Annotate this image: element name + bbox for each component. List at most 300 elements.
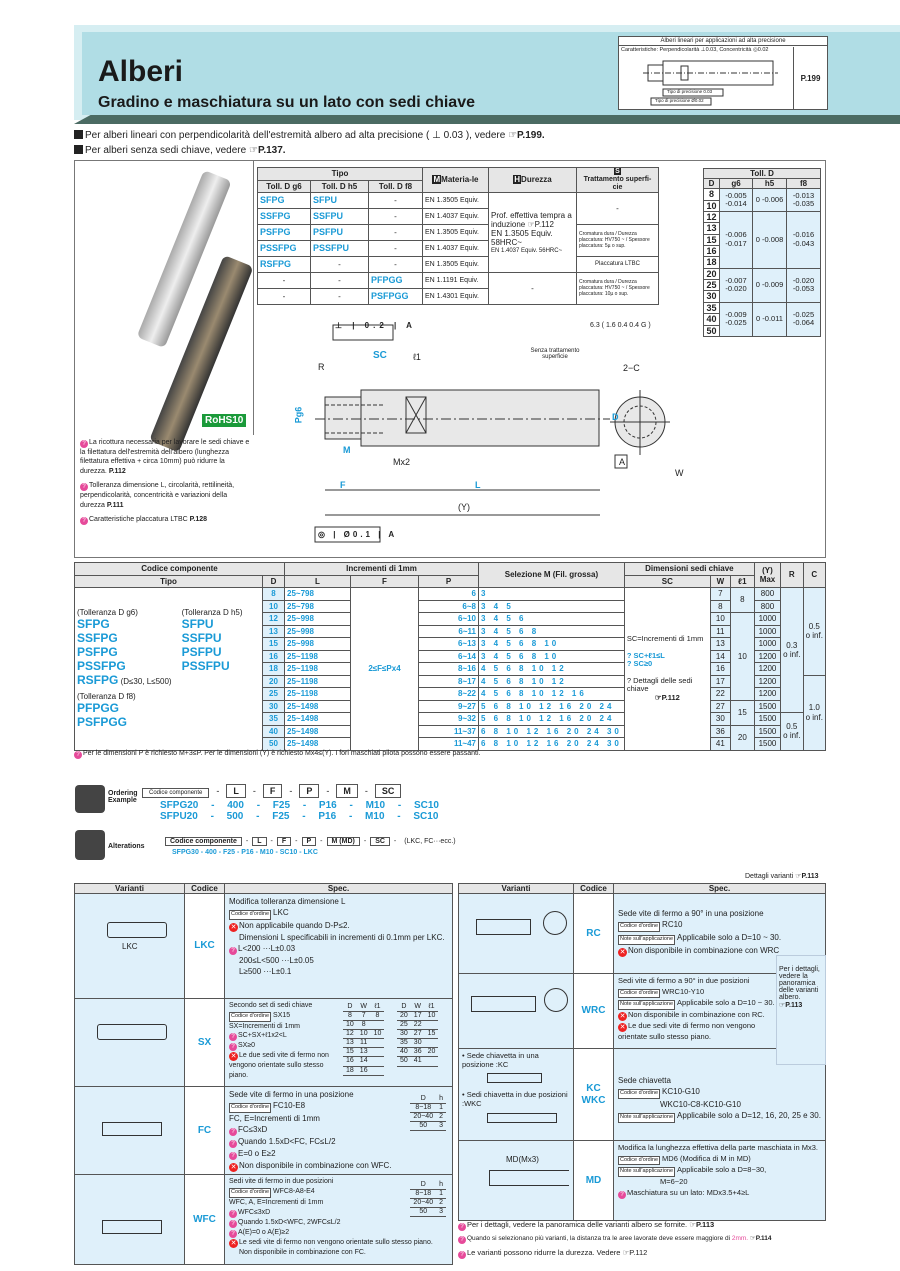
alterations-label: Alterations <box>108 843 145 850</box>
mini-cell: 11 <box>357 1039 371 1048</box>
tip-icon: ? <box>80 440 88 448</box>
variant-row-md[interactable] <box>459 1141 826 1221</box>
hardness-cell: - <box>489 273 577 305</box>
variant-spec: Secondo set di sedi chiave Codice d'ordine SX15 SX=Incrementi di 1mm ? SC+SX+ℓ1x2<L ? SX≥0 ✕ Le due sedi vite di fermo non vengono orientate sullo stesso piano. D W ℓ1 8 7 8 10 8 12 10 10 13 11 15 13 16 14 18 16 D W ℓ1 20 17 10 25 22 30 27 15 35 30 40 36 20 50 41 <box>225 999 453 1087</box>
mini-cell <box>371 1021 385 1030</box>
mini-cell: D <box>410 1095 436 1104</box>
l-cell: 25~798 <box>285 600 351 613</box>
th-l: L <box>285 575 351 588</box>
surface-cell: Cromatura dura / Durezza placcatura: HV750 ~ / Spessore placcatura: 10µ o sup. <box>577 273 659 305</box>
toll-row <box>704 302 821 313</box>
toll-d: 20 <box>704 268 720 279</box>
toll-d: 12 <box>704 212 720 223</box>
part-code[interactable]: PFPGG <box>77 701 120 716</box>
m-cell: 3 4 5 6 <box>479 613 625 626</box>
variant-footnote: ? Le varianti possono ridurre la durezza. Vedere ☞P.112 <box>458 1246 772 1260</box>
m-cell: 3 4 5 <box>479 600 625 613</box>
mini-cell: 3 <box>436 1208 446 1217</box>
w-cell: 11 <box>710 625 730 638</box>
toll-d: 8 <box>704 189 720 200</box>
mini-cell: 8~18 <box>410 1104 436 1113</box>
type-cell: PFPGG <box>369 273 423 289</box>
toll-d: 15 <box>704 234 720 245</box>
p-cell: 6~11 <box>419 625 479 638</box>
th-tipo: Tipo <box>258 168 423 181</box>
material-cell: EN 1.4037 Equiv. <box>423 241 489 257</box>
type-cell: PSFPU <box>311 225 369 241</box>
sx-mini-table-right <box>397 1003 438 1066</box>
th-y: (Y) Max <box>754 563 780 588</box>
variants-table-right <box>458 883 826 1221</box>
th-spec: Spec. <box>225 884 453 894</box>
w-cell: 14 <box>710 650 730 663</box>
note-ref-link[interactable]: P.199. <box>517 130 545 141</box>
toll-d: 30 <box>704 291 720 302</box>
material-cell: EN 1.3505 Equiv. <box>423 225 489 241</box>
toll-d: 16 <box>704 246 720 257</box>
part-code[interactable]: SFPU <box>181 617 214 632</box>
alteration-field: SC <box>370 837 390 846</box>
l-cell: 25~1198 <box>285 675 351 688</box>
variant-row-wrc[interactable] <box>459 974 826 1049</box>
p-cell: 6~14 <box>419 650 479 663</box>
d-cell: 50 <box>263 738 285 751</box>
mini-cell: 41 <box>411 1057 425 1066</box>
l-cell: 25~1498 <box>285 700 351 713</box>
ref-box-page[interactable]: P.199 <box>793 47 827 109</box>
l-cell: 25~1498 <box>285 738 351 751</box>
d-cell: 30 <box>263 700 285 713</box>
part-code[interactable]: SSFPU <box>181 631 222 646</box>
w-cell: 17 <box>710 675 730 688</box>
type-cell: SFPU <box>311 193 369 209</box>
l-cell: 25~1498 <box>285 713 351 726</box>
l1-cell: 15 <box>730 700 754 725</box>
variant-row-kc[interactable] <box>459 1049 826 1141</box>
part-code[interactable]: PSFPGG <box>77 715 128 730</box>
order-example: SFPG20 - 400 - F25 - P16 - M10 - SC10 <box>160 800 439 811</box>
type-row <box>258 225 659 241</box>
mini-cell: 2 <box>436 1199 446 1208</box>
y-cell: 1000 <box>754 638 780 651</box>
p-cell: 8~16 <box>419 663 479 676</box>
mini-cell <box>371 1057 385 1066</box>
variant-spec: Modifica tolleranza dimensione L Codice d'ordine LKC ✕ Non applicabile quando D-P≤2. Dimensioni L specificabili in incrementi di 0.1mm per LKC. ? L<200 ···L±0.03 200≤L<500 ···L±0.05 L≥500 ···L±0.1 <box>225 894 453 999</box>
material-cell: EN 1.1191 Equiv. <box>423 273 489 289</box>
variant-code[interactable]: SX <box>185 999 225 1087</box>
ref-link[interactable]: P.113 <box>695 1220 715 1229</box>
mini-cell: 1 <box>436 1104 446 1113</box>
type-cell: - <box>311 273 369 289</box>
type-row <box>258 273 659 289</box>
ordering-header: Codice componente - L - F - P - M - SC <box>142 784 401 798</box>
type-row <box>258 257 659 273</box>
mini-cell: 18 <box>343 1066 357 1075</box>
toll-d: 18 <box>704 257 720 268</box>
part-code[interactable]: RSFPG (D≤30, L≤500) <box>77 673 172 688</box>
variant-footnote: ? Quando si selezionano più varianti, la distanza tra le aree lavorate deve essere maggiore di 2mm. ☞P.114 <box>458 1232 772 1246</box>
mini-cell: 14 <box>357 1057 371 1066</box>
fc-mini-table <box>410 1095 446 1131</box>
p-cell: 9~27 <box>419 700 479 713</box>
technical-drawing <box>270 305 700 555</box>
mini-cell: 50 <box>410 1122 436 1131</box>
part-code[interactable]: PSFPU <box>181 645 222 660</box>
variant-code[interactable]: FC <box>185 1087 225 1175</box>
y-cell: 1200 <box>754 663 780 676</box>
variants-table-left <box>74 883 453 1265</box>
mini-cell <box>371 1048 385 1057</box>
d-cell: 35 <box>263 713 285 726</box>
w-cell: 27 <box>710 700 730 713</box>
toll-d: 10 <box>704 200 720 211</box>
w-cell: 7 <box>710 588 730 601</box>
th-f8: f8 <box>787 179 821 189</box>
mini-cell: 20 <box>425 1048 439 1057</box>
mini-cell: h <box>436 1181 446 1190</box>
d-cell: 13 <box>263 625 285 638</box>
ref-link[interactable]: P.112 <box>629 1248 648 1257</box>
product-note: ? Caratteristiche placcatura LTBC P.128 <box>80 515 252 525</box>
toll-g6: -0.006 -0.017 <box>720 212 753 269</box>
th-f8: Toll. D f8 <box>369 180 423 193</box>
th-toll: Toll. D <box>704 169 821 179</box>
variant-footnotes <box>458 1218 772 1260</box>
d-cell: 25 <box>263 688 285 701</box>
toll-row <box>704 268 821 279</box>
note-text: Per alberi senza sedi chiave, vedere <box>85 145 247 156</box>
p-cell: 8~17 <box>419 675 479 688</box>
type-cell: - <box>369 209 423 225</box>
variant-code[interactable]: LKC <box>185 894 225 999</box>
toll-d: 40 <box>704 314 720 325</box>
precision-ref-box[interactable] <box>618 36 828 110</box>
d-cell: 8 <box>263 588 285 601</box>
type-cell: PSSFPU <box>311 241 369 257</box>
type-cell: PSSFPG <box>258 241 311 257</box>
type-cell: RSFPG <box>258 257 311 273</box>
tip-icon: ? <box>80 517 88 525</box>
ref-box-title: Alberi lineari per applicazioni ad alta precisione <box>619 37 827 46</box>
th-d: D <box>263 575 285 588</box>
th-sel: Selezione M (Fil. grossa) <box>479 563 625 588</box>
mini-cell: 8~18 <box>410 1190 436 1199</box>
bullet-square-icon <box>74 130 83 139</box>
ref-box-label2: Tipo di precisione Ø0.02 <box>655 98 704 103</box>
bullet-square-icon <box>74 145 83 154</box>
th-sc: SC <box>624 575 710 588</box>
surface-cell: - <box>577 193 659 225</box>
p-cell: 6~8 <box>419 600 479 613</box>
mini-cell: 50 <box>410 1208 436 1217</box>
p-cell: 8~22 <box>419 688 479 701</box>
hardness-cell: Prof. effettiva tempra a induzione ☞P.112 EN 1.3505 Equiv. 58HRC~ EN 1.4037 Equiv. 56HRC~ <box>489 193 577 273</box>
l-cell: 25~1498 <box>285 725 351 738</box>
wfc-mini-table <box>410 1181 446 1217</box>
mini-header: D <box>343 1003 357 1012</box>
variant-code[interactable]: WRC <box>574 974 614 1049</box>
w-cell: 13 <box>710 638 730 651</box>
w-cell: 10 <box>710 613 730 626</box>
l-cell: 25~998 <box>285 625 351 638</box>
th-spec: Spec. <box>614 884 826 894</box>
phone-icon <box>75 785 105 813</box>
p-cell: 6~13 <box>419 638 479 651</box>
toll-h5: 0 -0.008 <box>753 212 787 269</box>
mini-cell: 17 <box>411 1012 425 1021</box>
type-cell: PSFPG <box>258 225 311 241</box>
surface-cell: Cromatura dura / Durezza placcatura: HV750 ~ / Spessore placcatura: 5µ o sup. <box>577 225 659 257</box>
alterations-example: SFPG30 - 400 - F25 - P16 - M10 - SC10 - LKC <box>172 849 318 856</box>
mini-cell: 10 <box>425 1012 439 1021</box>
drill-icon <box>75 830 105 860</box>
c-cell: 0.5 o inf. <box>803 588 825 676</box>
ref-link[interactable]: P.112 <box>108 467 126 475</box>
l-cell: 25~998 <box>285 613 351 626</box>
variant-row-fc[interactable] <box>75 1087 453 1175</box>
mini-header: ℓ1 <box>371 1003 385 1012</box>
th-variant: Varianti <box>459 884 574 894</box>
p-cell: 6 <box>419 588 479 601</box>
dim-p: Pg6 <box>293 406 304 424</box>
variant-diagram-lkc: LKC <box>75 894 185 999</box>
d-cell: 10 <box>263 600 285 613</box>
toll-row <box>704 212 821 223</box>
ref-box-features: Caratteristiche: Perpendicolarità ⊥0.03, Concentricità ◎0.02 <box>621 47 769 53</box>
product-note: ? La ricottura necessaria per lavorare le sedi chiave e la filettatura dell'estremità dell'albero (lunghezza filettatura effettiva + circa 10mm) può ridurre la durezza. P.112 <box>80 439 250 475</box>
m-cell: 5 6 8 10 12 16 20 24 <box>479 713 625 726</box>
part-code[interactable]: SSFPG <box>77 631 118 646</box>
mini-cell: 10 <box>371 1030 385 1039</box>
variant-diagram-fc <box>75 1087 185 1175</box>
dim-y: (Y) <box>458 502 470 512</box>
variant-diagram-sx <box>75 999 185 1087</box>
type-cell: - <box>369 225 423 241</box>
variant-row-wfc[interactable] <box>75 1175 453 1265</box>
th-l1: ℓ1 <box>730 575 754 588</box>
variant-details-ref[interactable]: Dettagli varianti ☞P.113 <box>745 873 819 880</box>
toll-f8: -0.013 -0.035 <box>787 189 821 212</box>
th-tipo: Tipo <box>75 575 263 588</box>
toll-d: 35 <box>704 302 720 313</box>
type-cell: SSFPG <box>258 209 311 225</box>
toll-f8: -0.020 -0.053 <box>787 268 821 302</box>
mini-cell: 12 <box>343 1030 357 1039</box>
variant-row-rc[interactable] <box>459 894 826 974</box>
sx-mini-table-left <box>343 1003 384 1075</box>
variant-code[interactable]: WFC <box>185 1175 225 1265</box>
toll-d: 50 <box>704 325 720 336</box>
page-subtitle: Gradino e maschiatura su un lato con sedi chiave <box>98 94 475 111</box>
y-cell: 1500 <box>754 725 780 738</box>
variant-code[interactable]: MD <box>574 1141 614 1221</box>
mini-cell <box>371 1039 385 1048</box>
mini-cell: 8 <box>343 1012 357 1021</box>
th-w: W <box>710 575 730 588</box>
ref-link[interactable]: P.111 <box>106 501 124 509</box>
m-cell: 4 5 6 8 10 12 16 <box>479 688 625 701</box>
part-code[interactable]: SFPG <box>77 617 110 632</box>
datum-a: A <box>619 457 626 467</box>
th-variant: Varianti <box>75 884 185 894</box>
l1-cell: 8 <box>730 588 754 613</box>
th-p: P <box>419 575 479 588</box>
c-cell: 1.0 o inf. <box>803 675 825 750</box>
toll-f8: -0.016 -0.043 <box>787 212 821 269</box>
main-footnote: ? Per le dimensioni P è richiesto M+3≤P. Per le dimensioni (Y) è richiesto Mx4≤(Y). I fori maschiati pilota possono essere passanti. <box>74 750 480 759</box>
variant-tooltip: Per i dettagli, vedere la panoramica delle varianti albero. ☞P.113 <box>776 955 826 1065</box>
dim-sc: SC <box>373 350 387 361</box>
w-cell: 36 <box>710 725 730 738</box>
th-c: C <box>803 563 825 588</box>
toll-d: 25 <box>704 280 720 291</box>
mini-cell: 20~40 <box>410 1113 436 1122</box>
mini-cell: 16 <box>357 1066 371 1075</box>
l-cell: 25~998 <box>285 638 351 651</box>
toll-row <box>704 189 821 200</box>
type-cell: SFPG <box>258 193 311 209</box>
th-f: F <box>351 575 419 588</box>
alteration-field: Codice componente <box>165 837 242 846</box>
alteration-field: P <box>302 837 317 846</box>
type-cell: PSFPGG <box>369 289 423 305</box>
mini-cell: 35 <box>397 1039 411 1048</box>
dim-l: L <box>475 480 481 490</box>
l1-cell: 20 <box>730 725 754 750</box>
mini-cell: 22 <box>411 1021 425 1030</box>
y-cell: 1000 <box>754 625 780 638</box>
y-cell: 1200 <box>754 675 780 688</box>
d-cell: 15 <box>263 638 285 651</box>
y-cell: 1500 <box>754 713 780 726</box>
mini-cell: 10 <box>343 1021 357 1030</box>
type-cell: - <box>369 257 423 273</box>
variant-row-sx[interactable] <box>75 999 453 1087</box>
alteration-field: (LKC, FC···ecc.) <box>404 838 456 845</box>
mini-cell: D <box>410 1181 436 1190</box>
type-cell: - <box>369 193 423 209</box>
tolerance-table <box>703 168 821 337</box>
type-row <box>258 193 659 209</box>
th-incr: Incrementi di 1mm <box>285 563 479 576</box>
m-cell: 6 8 10 12 16 20 24 30 <box>479 738 625 751</box>
part-code[interactable]: PSSFPG <box>77 659 126 674</box>
th-g6: g6 <box>720 179 753 189</box>
note-ref-link[interactable]: P.137. <box>257 145 286 156</box>
variant-diagram-rc <box>459 894 574 974</box>
mini-cell: 13 <box>357 1048 371 1057</box>
no-treatment-label: Senza trattamento superficie <box>530 348 580 360</box>
dim-d: D <box>612 412 619 422</box>
mini-cell: 7 <box>357 1012 371 1021</box>
material-cell: EN 1.3505 Equiv. <box>423 257 489 273</box>
ordering-examples <box>160 800 439 822</box>
roughness-symbols: 6.3 ( 1.6 0.4 0.4 G ) <box>590 322 651 329</box>
th-g6: Toll. D g6 <box>258 180 311 193</box>
perpendicularity-callout: ⊥ | 0.2 | A <box>335 321 416 330</box>
tip-icon: ? <box>74 751 82 759</box>
order-field: M <box>336 784 358 798</box>
mini-cell: 50 <box>397 1057 411 1066</box>
m-cell: 4 5 6 8 10 12 <box>479 663 625 676</box>
mini-cell: 20 <box>397 1012 411 1021</box>
variant-code[interactable]: RC <box>574 894 614 974</box>
mini-cell: 10 <box>357 1030 371 1039</box>
l-cell: 25~1198 <box>285 663 351 676</box>
mini-cell: 27 <box>411 1030 425 1039</box>
part-code[interactable]: PSSFPU <box>181 659 230 674</box>
w-cell: 8 <box>710 600 730 613</box>
dim-l1: ℓ1 <box>413 352 421 362</box>
part-code[interactable]: PSFPG <box>77 645 118 660</box>
type-table <box>257 167 659 305</box>
m-cell: 4 5 6 8 10 12 <box>479 675 625 688</box>
d-cell: 16 <box>263 650 285 663</box>
r-cell: 0.5 o inf. <box>781 713 803 751</box>
alteration-field: M (MD) <box>327 837 360 846</box>
mini-cell: 25 <box>397 1021 411 1030</box>
tip-icon: ? <box>229 947 237 955</box>
y-cell: 1200 <box>754 650 780 663</box>
m-cell: 3 4 5 6 8 <box>479 625 625 638</box>
dim-chamfer: 2−C <box>623 363 640 373</box>
tipo-cell: (Tolleranza D g6) SFPG SSFPG PSFPG PSSFPG RSFPG (D≤30, L≤500) (Tolleranza D f8) PFPGG PSFPGG (Tolleranza D h5) SFPU SSFPU PSFPU PSSFPU <box>75 588 263 751</box>
variant-footnote: ? Per i dettagli, vedere la panoramica delle varianti albero se fornite. ☞P.113 <box>458 1218 772 1232</box>
m-cell: 5 6 8 10 12 16 20 24 <box>479 700 625 713</box>
book-ref-icon: ☞ <box>508 130 518 141</box>
note-text: Per alberi lineari con perpendicolarità dell'estremità albero ad alta precisione ( ⊥ 0.03 ), vedere <box>85 130 506 141</box>
toll-h5: 0 -0.006 <box>753 189 787 212</box>
variant-code[interactable]: KC WKC <box>574 1049 614 1141</box>
ref-link[interactable]: P.128 <box>189 516 208 524</box>
th-d: D <box>704 179 720 189</box>
variant-spec: Sedi vite di fermo in due posizioni Codice d'ordine WFC8-A8-E4 WFC, A, E=Incrementi di 1mm ? WFC≤3xD ? Quando 1.5xD<WFC, 2WFC≤L/2 ? A(E)=0 o A(E)≥2 ✕ Le sedi vite di fermo non vengono orientate sullo stesso piano. Non disponibile in combinazione con FC. D h 8~18 1 20~40 2 50 3 <box>225 1175 453 1265</box>
alteration-field: L <box>252 837 266 846</box>
d-cell: 18 <box>263 663 285 676</box>
y-cell: 800 <box>754 600 780 613</box>
dim-w: W <box>675 468 684 478</box>
tooltip-ref-link[interactable]: P.113 <box>785 1002 803 1009</box>
variant-spec: Modifica la lunghezza effettiva della parte maschiata in Mx3. Codice d'ordine MD6 (Modifica di M in MD) Note sull'applicazione Applicabile solo a D=8~30, M=6~20 ? Maschiatura su un lato: MDx3.5+4≥L <box>614 1141 826 1221</box>
mini-cell: 20~40 <box>410 1199 436 1208</box>
tip-icon: ? <box>80 483 88 491</box>
product-notes <box>80 438 252 530</box>
th-code: Codice <box>574 884 614 894</box>
type-cell: - <box>258 289 311 305</box>
mini-cell: 8 <box>371 1012 385 1021</box>
variant-row-lkc[interactable] <box>75 894 453 999</box>
toll-h5: 0 -0.011 <box>753 302 787 336</box>
order-field: L <box>226 784 246 798</box>
y-cell: 1500 <box>754 700 780 713</box>
m-cell: 3 <box>479 588 625 601</box>
l1-cell: 10 <box>730 613 754 701</box>
toll-g6: -0.005 -0.014 <box>720 189 753 212</box>
mini-header: W <box>411 1003 425 1012</box>
ref-link[interactable]: P.114 <box>755 1235 772 1242</box>
th-code: Codice componente <box>75 563 285 576</box>
mini-cell: 30 <box>397 1030 411 1039</box>
y-cell: 1500 <box>754 738 780 751</box>
dim-mx2: Mx2 <box>393 457 411 467</box>
type-cell: SSFPU <box>311 209 369 225</box>
mini-cell: 40 <box>397 1048 411 1057</box>
variant-spec: Sede vite di fermo a 90° in una posizione Codice d'ordine RC10 Note sull'applicazione Applicabile solo a D=10 ~ 30. ✕ Non disponibile in combinazione con WRC <box>614 894 826 974</box>
type-cell: - <box>258 273 311 289</box>
dimension-row[interactable] <box>75 588 826 601</box>
l-cell: 25~798 <box>285 588 351 601</box>
header-bar <box>74 115 900 124</box>
